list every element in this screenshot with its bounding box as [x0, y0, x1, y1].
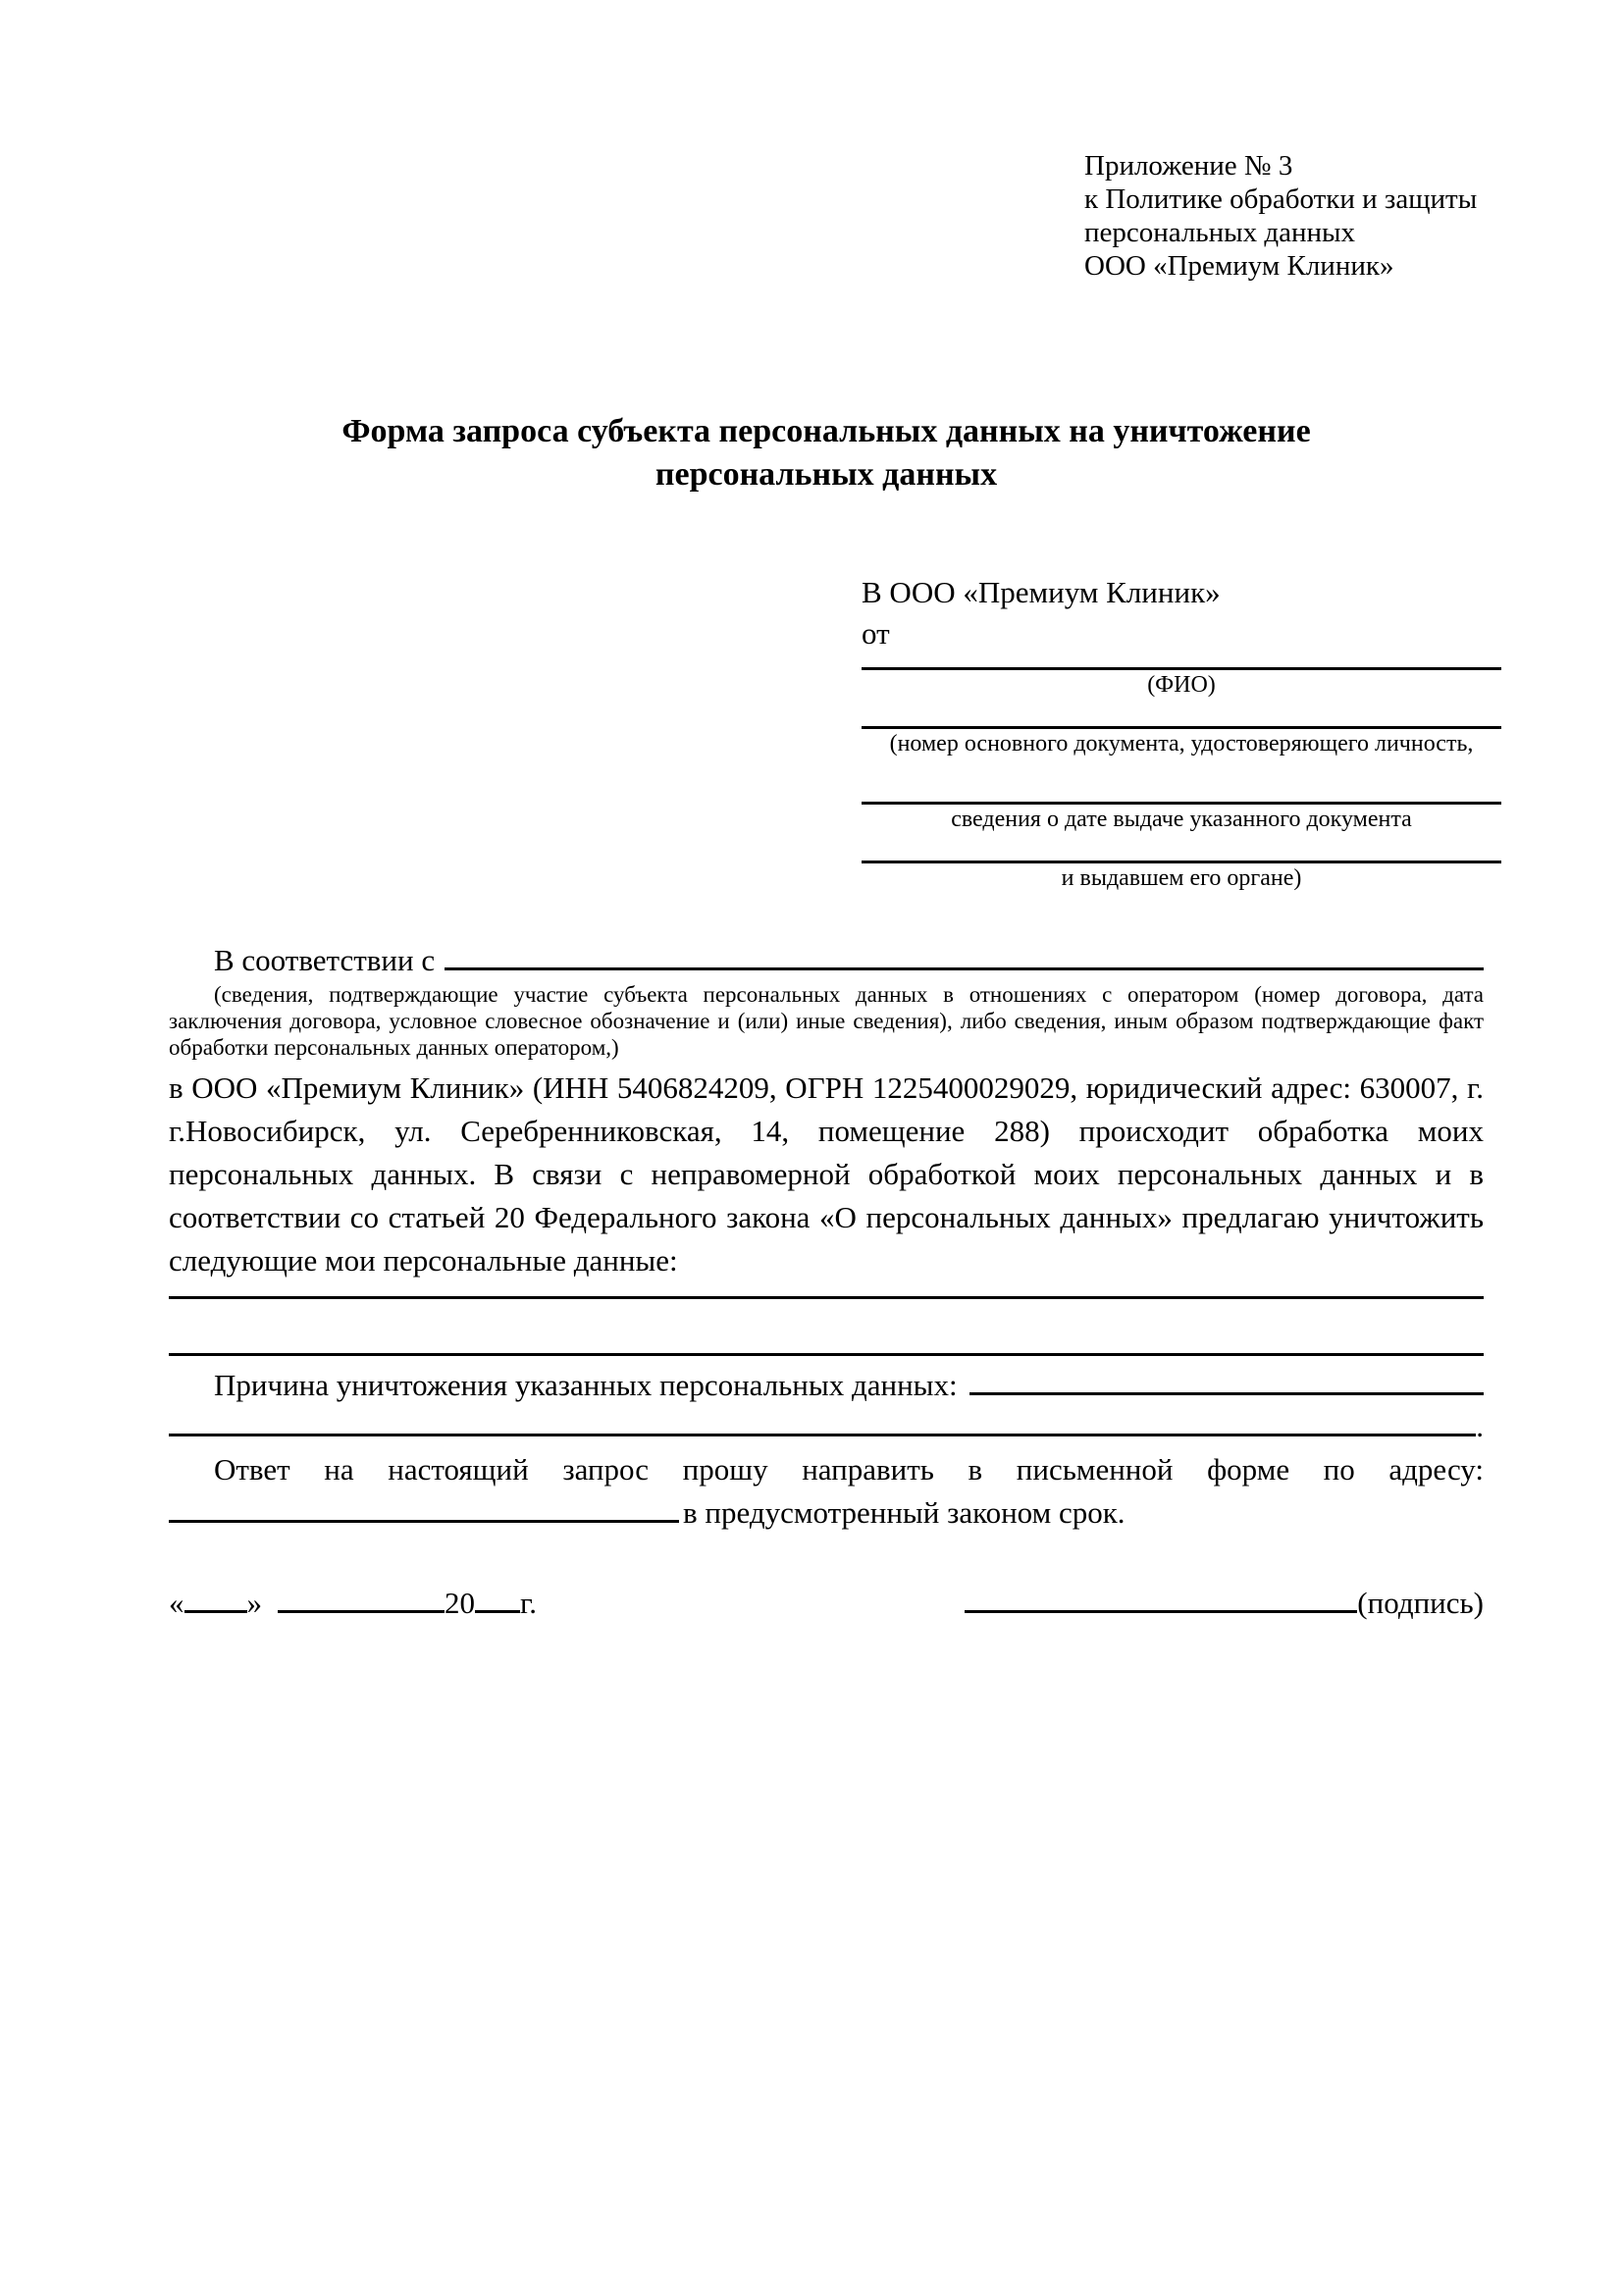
addressee-from-label: от	[862, 616, 890, 651]
appendix-header-line-4: ООО «Премиум Клиник»	[1084, 250, 1394, 282]
issuing-authority-field	[862, 834, 1501, 893]
response-suffix: в предусмотренный законом срок.	[683, 1495, 1126, 1530]
accordance-note: (сведения, подтверждающие участие субъекта персональных данных в отношениях с оператором (номер договора, дата заключения договора, условное словесное обозначение и (или) иные сведения), либо сведения, иным образом подтверждающие факт обработки персональных данных оператором,)	[169, 982, 1484, 1060]
issue-date-caption: сведения о дате выдаче указанного документа	[951, 807, 1412, 832]
fio-field	[862, 653, 1501, 700]
reason-label: Причина уничтожения указанных персональных данных:	[214, 1368, 958, 1402]
issue-date-fill-line	[862, 758, 1501, 805]
appendix-header-line-3: персональных данных	[1084, 217, 1356, 248]
addressee-block	[862, 573, 1501, 893]
date-year-blank	[475, 1585, 520, 1613]
document-title-line-1: Форма запроса субъекта персональных данных на уничтожение	[341, 413, 1311, 449]
accordance-fill-line	[445, 942, 1484, 970]
address-fill-line	[169, 1494, 679, 1523]
signature-caption: (подпись)	[1357, 1586, 1484, 1620]
date-month-blank	[278, 1585, 445, 1613]
date-quote-close: »	[246, 1586, 262, 1620]
fio-caption: (ФИО)	[1147, 672, 1216, 698]
accordance-row	[169, 940, 1484, 981]
date-year-suffix: г.	[520, 1586, 537, 1620]
issuing-authority-caption: и выдавшем его органе)	[1061, 865, 1302, 891]
accordance-label: В соответствии с	[214, 943, 436, 977]
signature-fill-line	[965, 1585, 1357, 1613]
address-row	[169, 1491, 1484, 1535]
issue-date-field	[862, 758, 1501, 834]
document-title-line-2: персональных данных	[654, 456, 998, 493]
document-number-caption: (номер основного документа, удостоверяющего личность,	[889, 731, 1474, 757]
document-title	[169, 410, 1484, 496]
issuing-authority-fill-line	[862, 834, 1501, 863]
reason-row	[169, 1364, 1484, 1407]
reason-continuation-fill-line	[169, 1408, 1476, 1436]
addressee-to: В ООО «Премиум Клиник»	[862, 575, 1221, 609]
document-number-fill-line	[862, 700, 1501, 729]
date-quote-open: «	[169, 1586, 184, 1620]
date-signature-row	[169, 1582, 1484, 1625]
reason-continuation-row	[169, 1407, 1484, 1446]
personal-data-fill-line-1	[169, 1282, 1484, 1299]
date-gap	[262, 1588, 278, 1613]
document-number-field	[862, 700, 1501, 758]
appendix-header-line-1: Приложение № 3	[1084, 150, 1293, 182]
personal-data-fill-line-2	[169, 1299, 1484, 1356]
appendix-header	[1084, 149, 1484, 283]
date-year-prefix: 20	[445, 1586, 475, 1620]
date-day-blank	[184, 1585, 247, 1613]
date-field	[169, 1582, 537, 1625]
response-request-paragraph: Ответ на настоящий запрос прошу направить в письменной форме по адресу:	[214, 1452, 1484, 1487]
fio-fill-line	[862, 653, 1501, 670]
appendix-header-line-2: к Политике обработки и защиты	[1084, 183, 1478, 215]
reason-terminator: .	[1476, 1409, 1484, 1443]
signature-field	[965, 1582, 1484, 1625]
main-paragraph: в ООО «Премиум Клиник» (ИНН 5406824209, ОГРН 1225400029029, юридический адрес: 630007, г. г.Новосибирск, ул. Серебренниковская, 14, помещение 288) происходит обработка моих персональных данных. В связи с неправомерной обработкой моих персональных данных и в соответствии со статьей 20 Федерального закона «О персональных данных» предлагаю уничтожить следующие мои персональные данные:	[169, 1070, 1484, 1278]
reason-fill-line	[969, 1367, 1484, 1395]
